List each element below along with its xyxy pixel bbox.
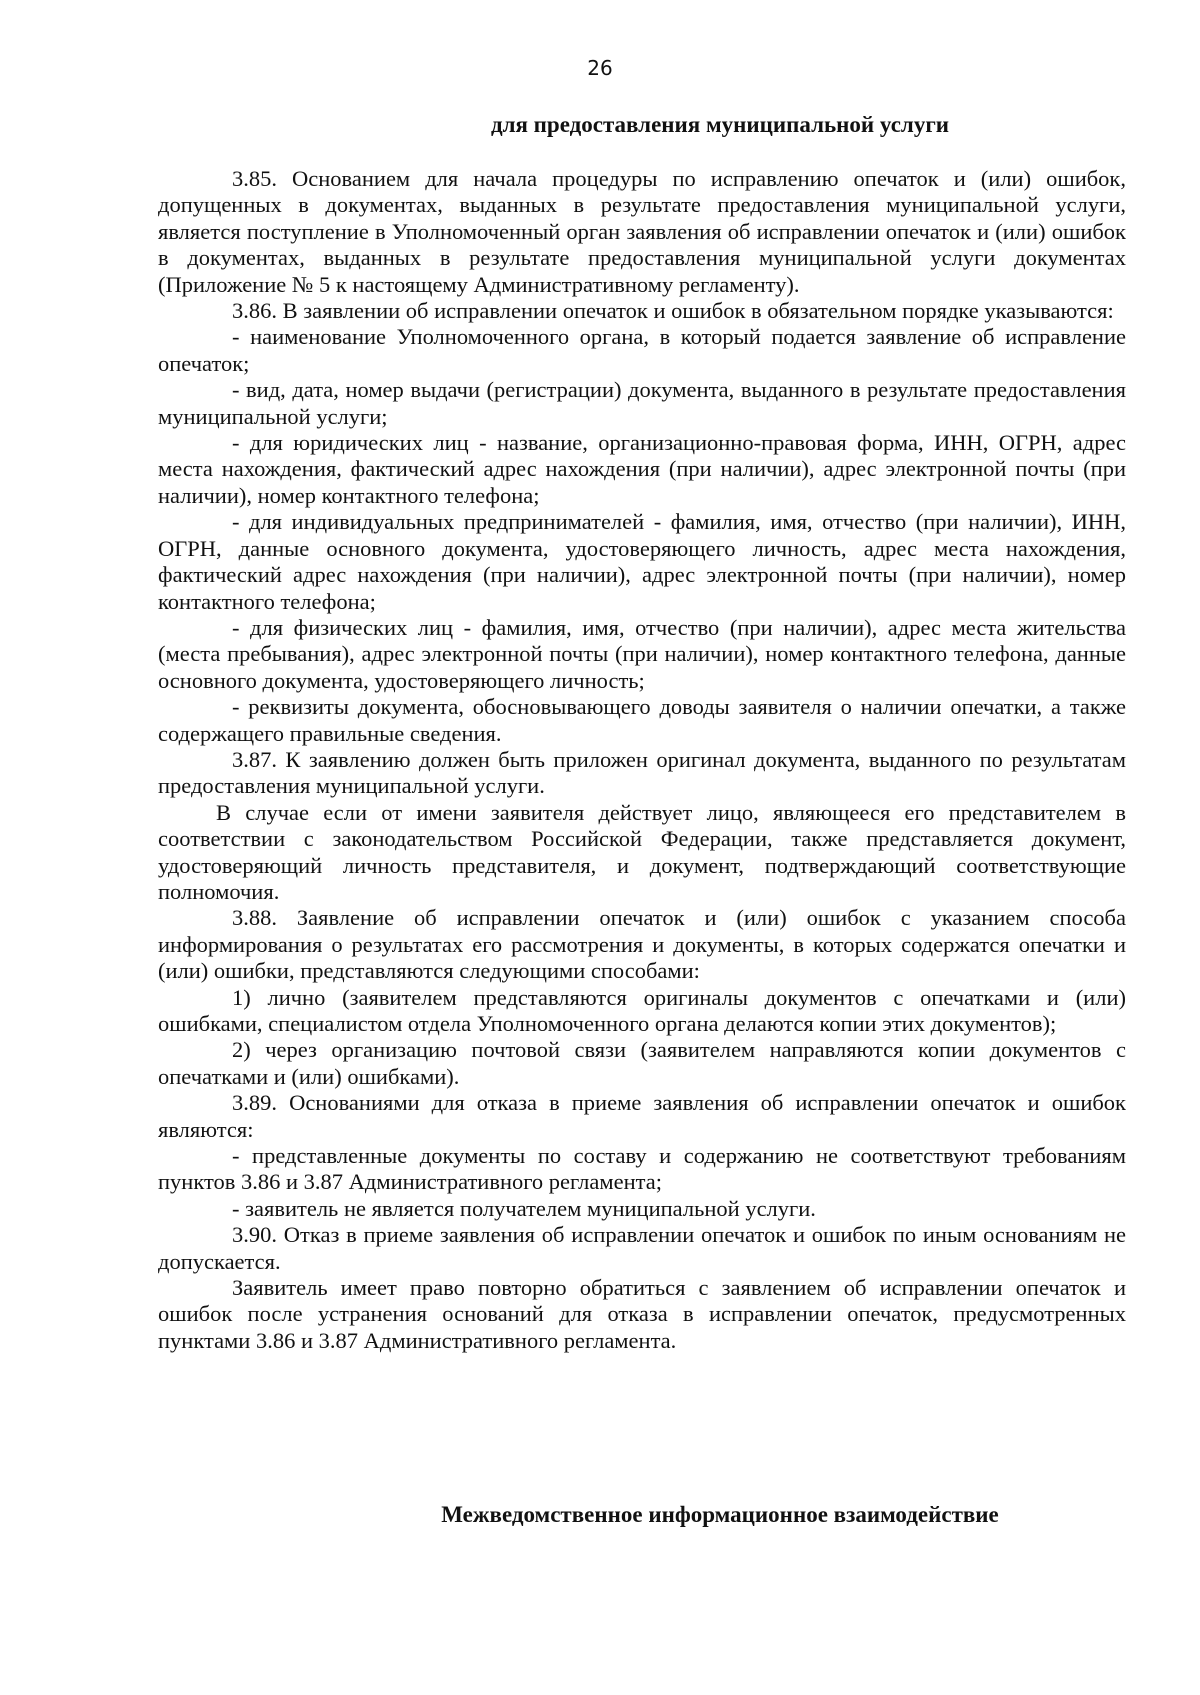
list-item-document-details: - вид, дата, номер выдачи (регистрации) документа, выданного в результате предоставления муниципальной услуги; — [158, 377, 1126, 429]
list-item-individuals: - для физических лиц - фамилия, имя, отчество (при наличии), адрес места жительства (места пребывания), адрес электронной почты (при наличии), номер контактного телефона, данные основного документа, удостоверяющего личность; — [158, 614, 1126, 693]
list-item-document-requisites: - реквизиты документа, обосновывающего доводы заявителя о наличии опечатки, а также содержащего правильные сведения. — [158, 694, 1126, 746]
section-heading-bottom: Межведомственное информационное взаимодействие — [441, 1502, 999, 1527]
paragraph-3-86: 3.86. В заявлении об исправлении опечаток и ошибок в обязательном порядке указываются: — [232, 298, 1114, 324]
paragraph-representative: В случае если от имени заявителя действует лицо, являющееся его представителем в соответствии с законодательством Российской Федерации, также представляется документ, удостоверяющий личность представителя, и документ, подтверждающий соответствующие полномочия. — [158, 799, 1126, 904]
section-heading-top: для предоставления муниципальной услуги — [490, 112, 950, 137]
list-item-in-person: 1) лично (заявителем представляются оригиналы документов с опечатками и (или) ошибками, специалистом отдела Уполномоченного органа делаются копии этих документов); — [158, 984, 1126, 1036]
paragraph-3-88: 3.88. Заявление об исправлении опечаток и (или) ошибок с указанием способа информирования о результатах его рассмотрения и документы, в которых содержатся опечатки и (или) ошибки, представляются следующими способами: — [158, 905, 1126, 984]
list-item-entrepreneurs: - для индивидуальных предпринимателей - фамилия, имя, отчество (при наличии), ИНН, ОГРН, данные основного документа, удостоверяющего личность, адрес места нахождения, фактический адрес нахождения (при наличии), адрес электронной почты (при наличии), номер контактного телефона; — [158, 509, 1126, 614]
paragraph-reapply: Заявитель имеет право повторно обратиться с заявлением об исправлении опечаток и ошибок после устранения оснований для отказа в исправлении опечаток, предусмотренных пунктами 3.86 и 3.87 Административного регламента. — [158, 1275, 1126, 1353]
list-item-legal-entities: - для юридических лиц - название, организационно-правовая форма, ИНН, ОГРН, адрес места нахождения, фактический адрес нахождения (при наличии), адрес электронной почты (при наличии), номер контактного телефона; — [158, 430, 1126, 508]
list-item-by-post: 2) через организацию почтовой связи (заявителем направляются копии документов с опечатками и (или) ошибками). — [158, 1037, 1126, 1089]
paragraph-3-90: 3.90. Отказ в приеме заявления об исправлении опечаток и ошибок по иным основаниям не допускается. — [158, 1222, 1126, 1274]
paragraph-3-87: 3.87. К заявлению должен быть приложен оригинал документа, выданного по результатам предоставления муниципальной услуги. — [158, 746, 1126, 799]
paragraph-3-85: 3.85. Основанием для начала процедуры по исправлению опечаток и (или) ошибок, допущенных в документах, выданных в результате предоставления муниципальной услуги, является поступление в Уполномоченный орган заявления об исправлении опечаток и (или) ошибок в документах, выданных в результате предоставления муниципальной услуги документах (Приложение № 5 к настоящему Административному регламенту). — [158, 166, 1126, 297]
paragraph-3-89: 3.89. Основаниями для отказа в приеме заявления об исправлении опечаток и ошибок являются: — [158, 1090, 1126, 1142]
list-item-authority-name: - наименование Уполномоченного органа, в который подается заявление об исправление опечаток; — [158, 324, 1126, 376]
document-body — [158, 166, 1126, 1354]
page-number: 26 — [587, 56, 613, 80]
list-item-requirements-mismatch: - представленные документы по составу и содержанию не соответствуют требованиям пунктов 3.86 и 3.87 Административного регламента; — [158, 1143, 1126, 1195]
list-item-not-recipient: - заявитель не является получателем муниципальной услуги. — [232, 1195, 816, 1221]
